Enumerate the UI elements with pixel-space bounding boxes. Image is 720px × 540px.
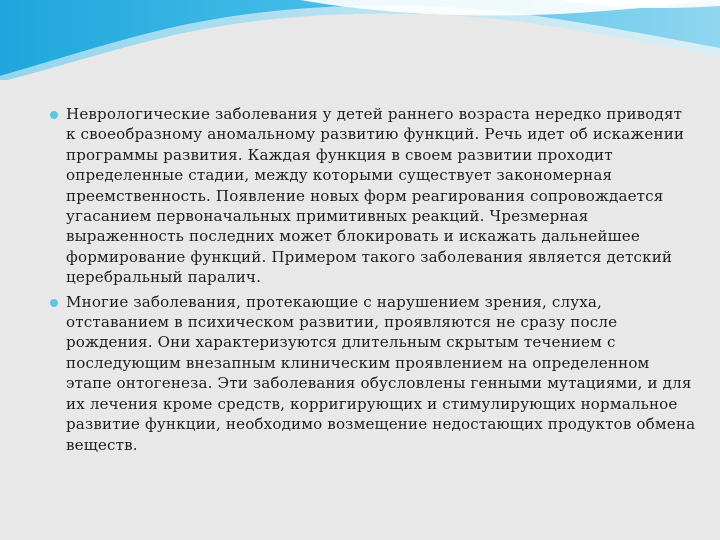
- list-item: [46, 104, 696, 288]
- bullet-circle-icon: [49, 298, 59, 308]
- header-wave-decoration: [0, 0, 720, 80]
- bullet-text: Многие заболевания, протекающие с нарушением зрения, слуха, отставанием в психическом развитии, проявляются не сразу после рождения. Они характеризуются длительным скрытым течением с последующим внезапным клиническим проявлением на определенном этапе онтогенеза. Эти заболевания обусловлены генными мутациями, и для их лечения кроме средств, корригирующих и стимулирующих нормальное развитие функции, необходимо возмещение недостающих продуктов обмена веществ.: [66, 292, 696, 454]
- bullet-text: Неврологические заболевания у детей раннего возраста нередко приводят к своеобразному аномальному развитию функций. Речь идет об искажении программы развития. Каждая функция в своем развитии проходит определенные стадии, между которыми существует закономерная преемственность. Появление новых форм реагирования сопровождается угасанием первоначальных примитивных реакций. Чрезмерная выраженность последних может блокировать и искажать дальнейшее формирование функций. Примером такого заболевания является детский церебральный паралич.: [66, 105, 685, 287]
- list-item: [46, 292, 696, 455]
- bullet-list: [46, 104, 696, 459]
- bullet-circle-icon: [49, 110, 59, 120]
